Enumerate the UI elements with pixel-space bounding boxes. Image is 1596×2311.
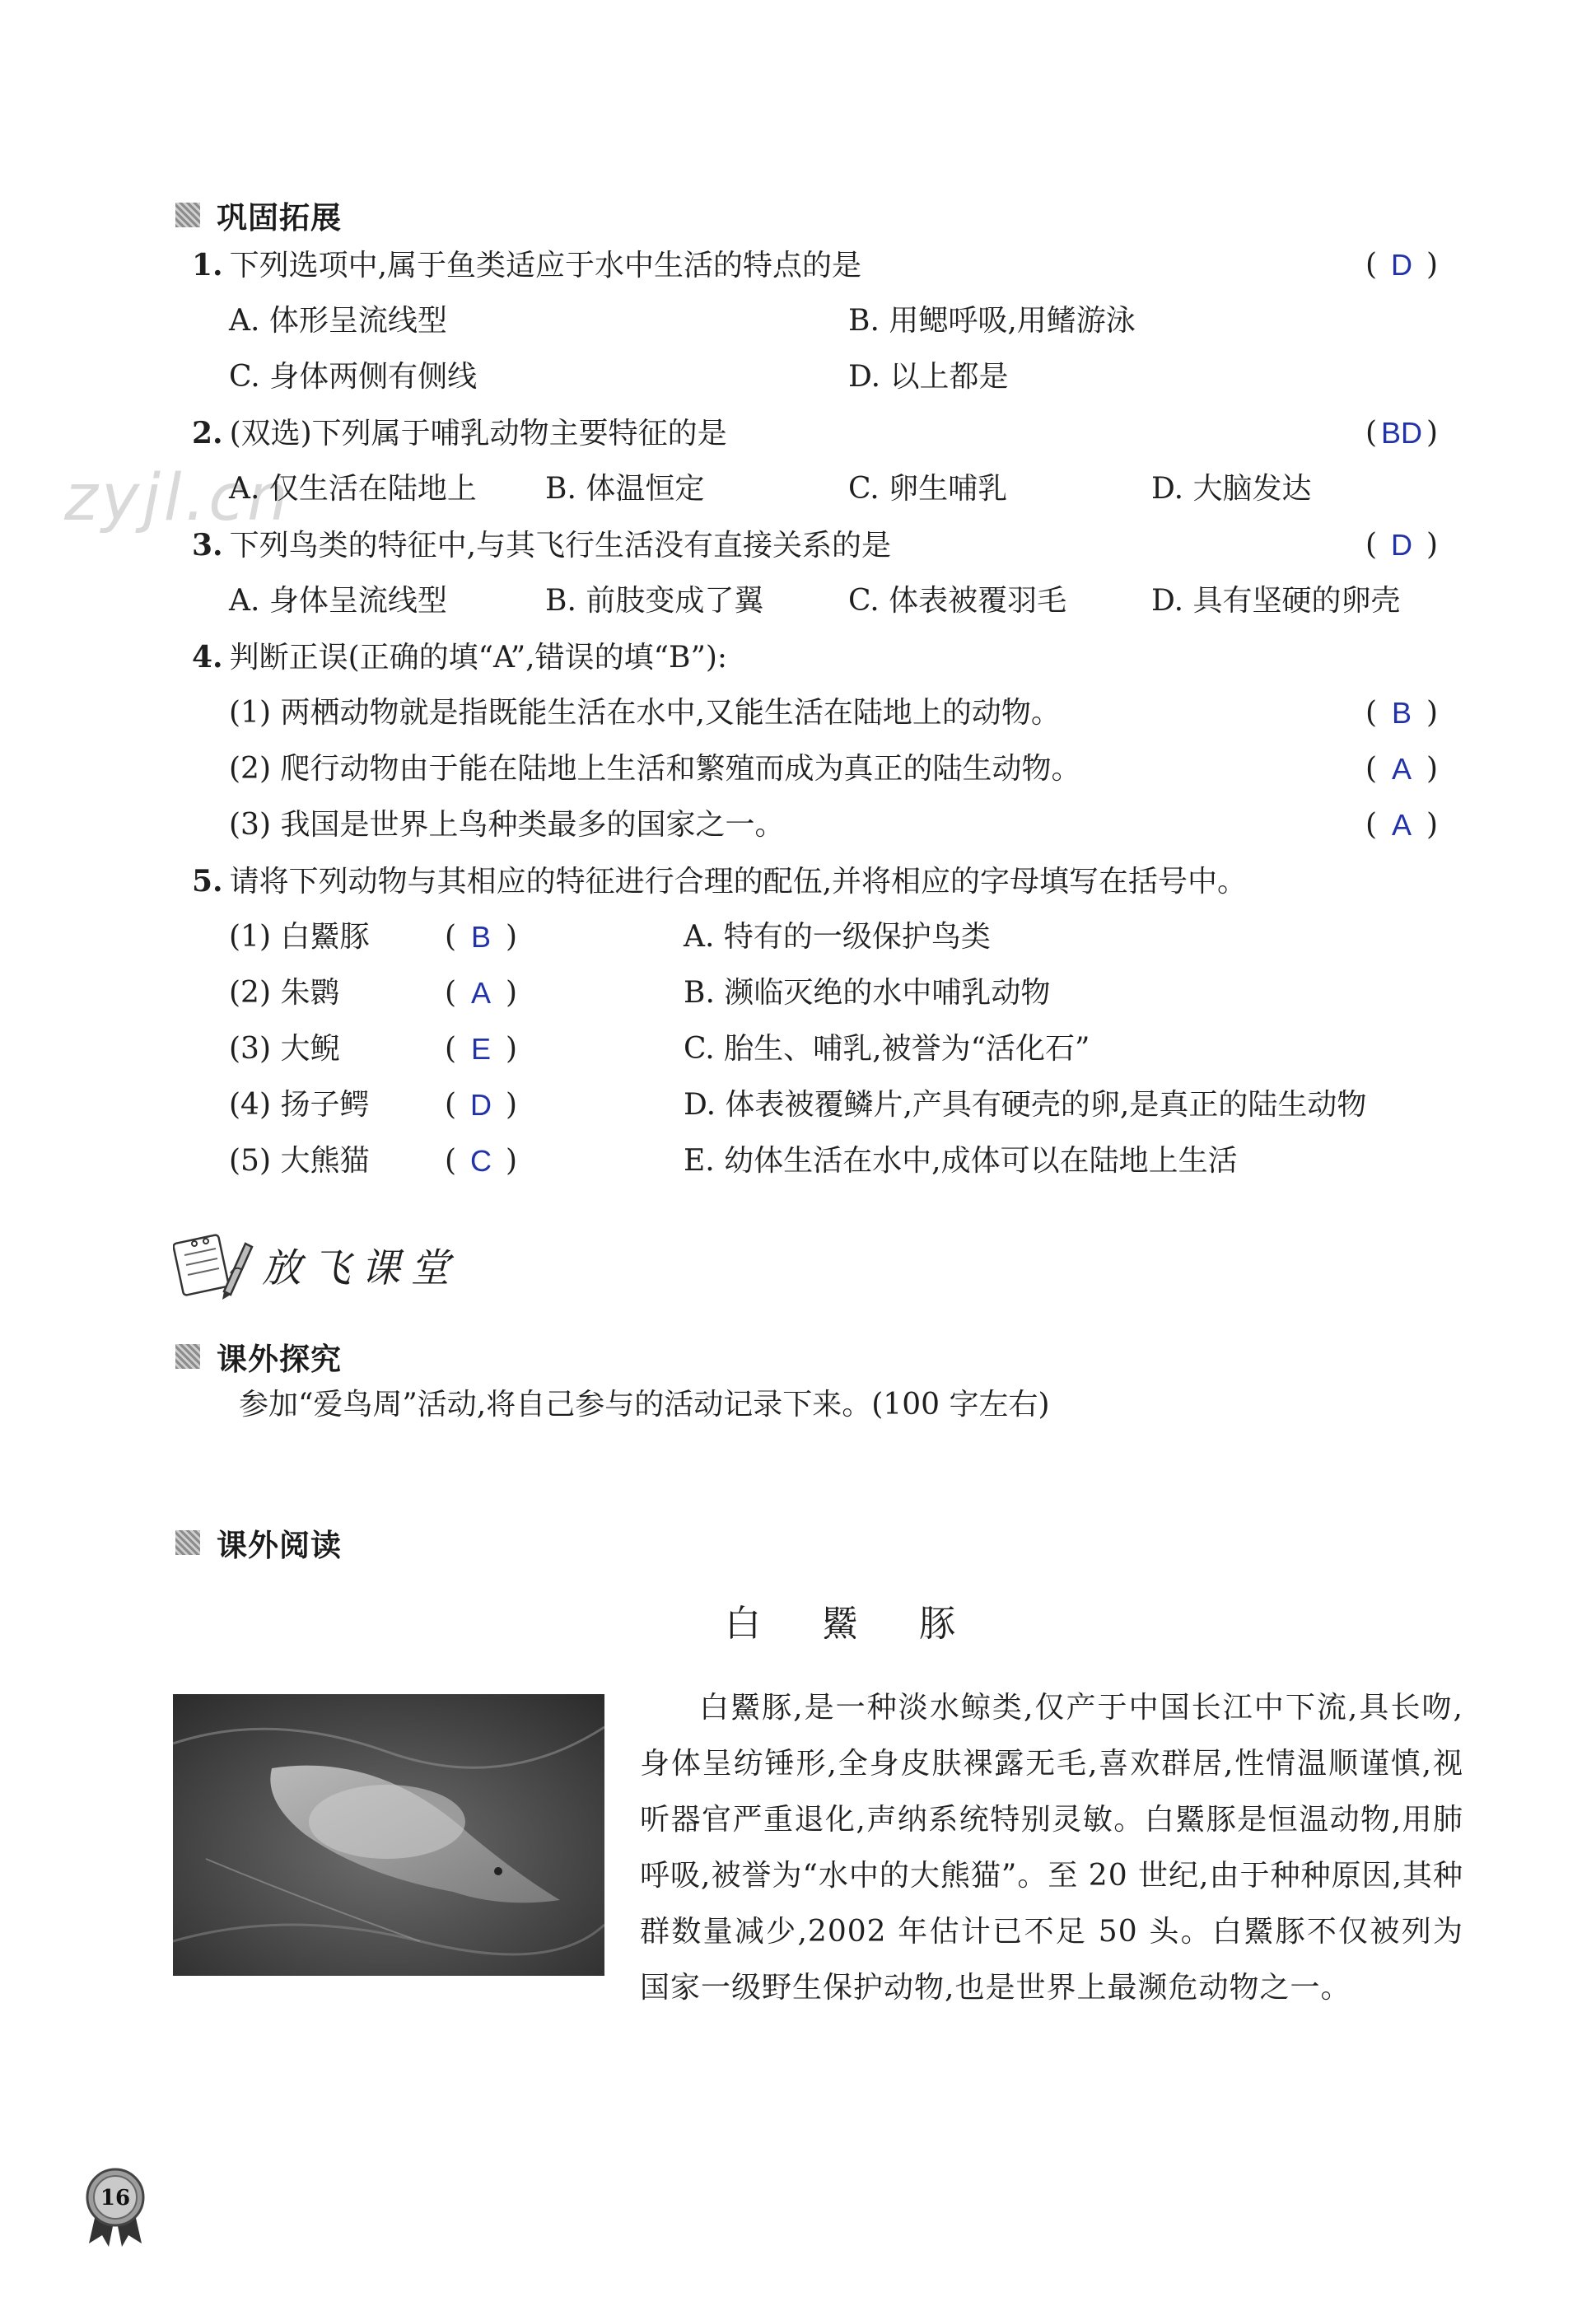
- feature-e: E. 幼体生活在水中,成体可以在陆地上生活: [684, 1144, 1238, 1178]
- answer: C: [470, 1144, 492, 1178]
- banner-fly-class: [173, 1227, 460, 1301]
- animal-1: (1) 白鱀豚: [229, 920, 370, 954]
- section-title: 课外探究: [217, 1342, 342, 1377]
- animal-4: (4) 扬子鳄: [229, 1088, 370, 1122]
- answer: BD: [1381, 416, 1423, 450]
- answer-bracket-q5-3: ( E ): [445, 1032, 518, 1066]
- section-heading-consolidate: [175, 193, 342, 237]
- question-4: [192, 642, 727, 673]
- answer-bracket-q5-2: ( A ): [445, 976, 518, 1010]
- inquiry-prompt: 参加“爱鸟周”活动,将自己参与的活动记录下来。(100 字左右): [239, 1388, 1050, 1422]
- option-q2-b: B. 体温恒定: [545, 472, 705, 506]
- question-stem: (双选)下列属于哺乳动物主要特征的是: [229, 417, 727, 451]
- answer: A: [471, 976, 492, 1010]
- judge-item-3: (3) 我国是世界上鸟种类最多的国家之一。: [229, 808, 785, 842]
- answer-bracket-q4-2: ( A ): [1365, 752, 1439, 786]
- answer-bracket-q2: ( BD ): [1365, 416, 1439, 450]
- answer-bracket-q1: ( D ): [1365, 248, 1439, 282]
- question-number: 1.: [192, 248, 223, 282]
- answer: A: [1392, 752, 1412, 786]
- answer: B: [1392, 696, 1412, 730]
- animal-3: (3) 大鲵: [229, 1032, 340, 1066]
- answer: D: [470, 1088, 492, 1122]
- answer-bracket-q5-4: ( D ): [445, 1088, 518, 1122]
- feature-c: C. 胎生、哺乳,被誉为“活化石”: [684, 1032, 1090, 1066]
- question-number: 2.: [192, 416, 223, 451]
- question-stem: 下列鸟类的特征中,与其飞行生活没有直接关系的是: [229, 529, 892, 563]
- question-number: 4.: [192, 640, 223, 675]
- option-q3-a: A. 身体呈流线型: [229, 584, 447, 618]
- answer: A: [1392, 808, 1412, 842]
- article-body: [640, 1680, 1463, 2016]
- feature-a: A. 特有的一级保护鸟类: [684, 920, 991, 954]
- option-q2-c: C. 卵生哺乳: [848, 472, 1008, 506]
- section-title: 巩固拓展: [217, 200, 342, 236]
- banner-title: 放飞课堂: [262, 1244, 460, 1291]
- option-q3-b: B. 前肢变成了翼: [545, 584, 764, 618]
- section-heading-inquiry: [175, 1334, 342, 1379]
- judge-item-1: (1) 两栖动物就是指既能生活在水中,又能生活在陆地上的动物。: [229, 696, 1061, 730]
- answer: B: [471, 920, 492, 954]
- section-square-icon: [175, 203, 200, 227]
- answer-bracket-q5-5: ( C ): [445, 1144, 518, 1178]
- answer: D: [1391, 248, 1413, 282]
- question-number: 5.: [192, 864, 223, 899]
- question-3: [192, 530, 891, 561]
- question-stem: 下列选项中,属于鱼类适应于水中生活的特点的是: [229, 249, 862, 282]
- question-2: [192, 418, 727, 449]
- question-stem: 判断正误(正确的填“A”,错误的填“B”):: [229, 641, 728, 675]
- dolphin-photo: [173, 1694, 604, 1976]
- option-q2-d: D. 大脑发达: [1151, 472, 1312, 506]
- option-q3-c: C. 体表被覆羽毛: [848, 584, 1067, 618]
- option-q1-b: B. 用鳃呼吸,用鳍游泳: [848, 304, 1136, 338]
- answer: E: [471, 1032, 492, 1066]
- feature-b: B. 濒临灭绝的水中哺乳动物: [684, 976, 1051, 1010]
- option-q1-c: C. 身体两侧有侧线: [229, 360, 478, 394]
- answer-bracket-q5-1: ( B ): [445, 920, 518, 954]
- section-square-icon: [175, 1344, 200, 1369]
- answer-bracket-q3: ( D ): [1365, 528, 1439, 562]
- article-title: 白 鱀 豚: [725, 1603, 980, 1645]
- notebook-pencil-icon: [173, 1227, 255, 1301]
- option-q1-d: D. 以上都是: [848, 360, 1009, 394]
- option-q2-a: A. 仅生活在陆地上: [229, 472, 477, 506]
- option-q3-d: D. 具有坚硬的卵壳: [1151, 584, 1401, 618]
- section-title: 课外阅读: [217, 1528, 342, 1563]
- feature-d: D. 体表被覆鳞片,产具有硬壳的卵,是真正的陆生动物: [684, 1088, 1367, 1122]
- section-square-icon: [175, 1530, 200, 1555]
- question-stem: 请将下列动物与其相应的特征进行合理的配伍,并将相应的字母填写在括号中。: [229, 865, 1248, 899]
- question-5: [192, 866, 1247, 897]
- page-number: 16: [100, 2186, 131, 2211]
- question-1: [192, 250, 861, 281]
- page-number-badge: [82, 2164, 148, 2247]
- watermark: zyjl.cn: [64, 461, 292, 535]
- answer: D: [1391, 528, 1413, 562]
- article-paragraph: 白鱀豚,是一种淡水鲸类,仅产于中国长江中下流,具长吻,身体呈纺锤形,全身皮肤裸露无毛,喜欢群居,性情温顺谨慎,视听器官严重退化,声纳系统特别灵敏。白鱀豚是恒温动物,用肺呼吸,被誉为“水中的大熊猫”。至 20 世纪,由于种种原因,其种群数量减少,2002 年估计已不足 50 头。白鱀豚不仅被列为国家一级野生保护动物,也是世界上最濒危动物之一。: [640, 1691, 1463, 2005]
- animal-5: (5) 大熊猫: [229, 1144, 370, 1178]
- section-heading-reading: [175, 1520, 342, 1565]
- animal-2: (2) 朱鹮: [229, 976, 340, 1010]
- answer-bracket-q4-1: ( B ): [1365, 696, 1439, 730]
- judge-item-2: (2) 爬行动物由于能在陆地上生活和繁殖而成为真正的陆生动物。: [229, 752, 1081, 786]
- question-number: 3.: [192, 528, 223, 563]
- answer-bracket-q4-3: ( A ): [1365, 808, 1439, 842]
- option-q1-a: A. 体形呈流线型: [229, 304, 447, 338]
